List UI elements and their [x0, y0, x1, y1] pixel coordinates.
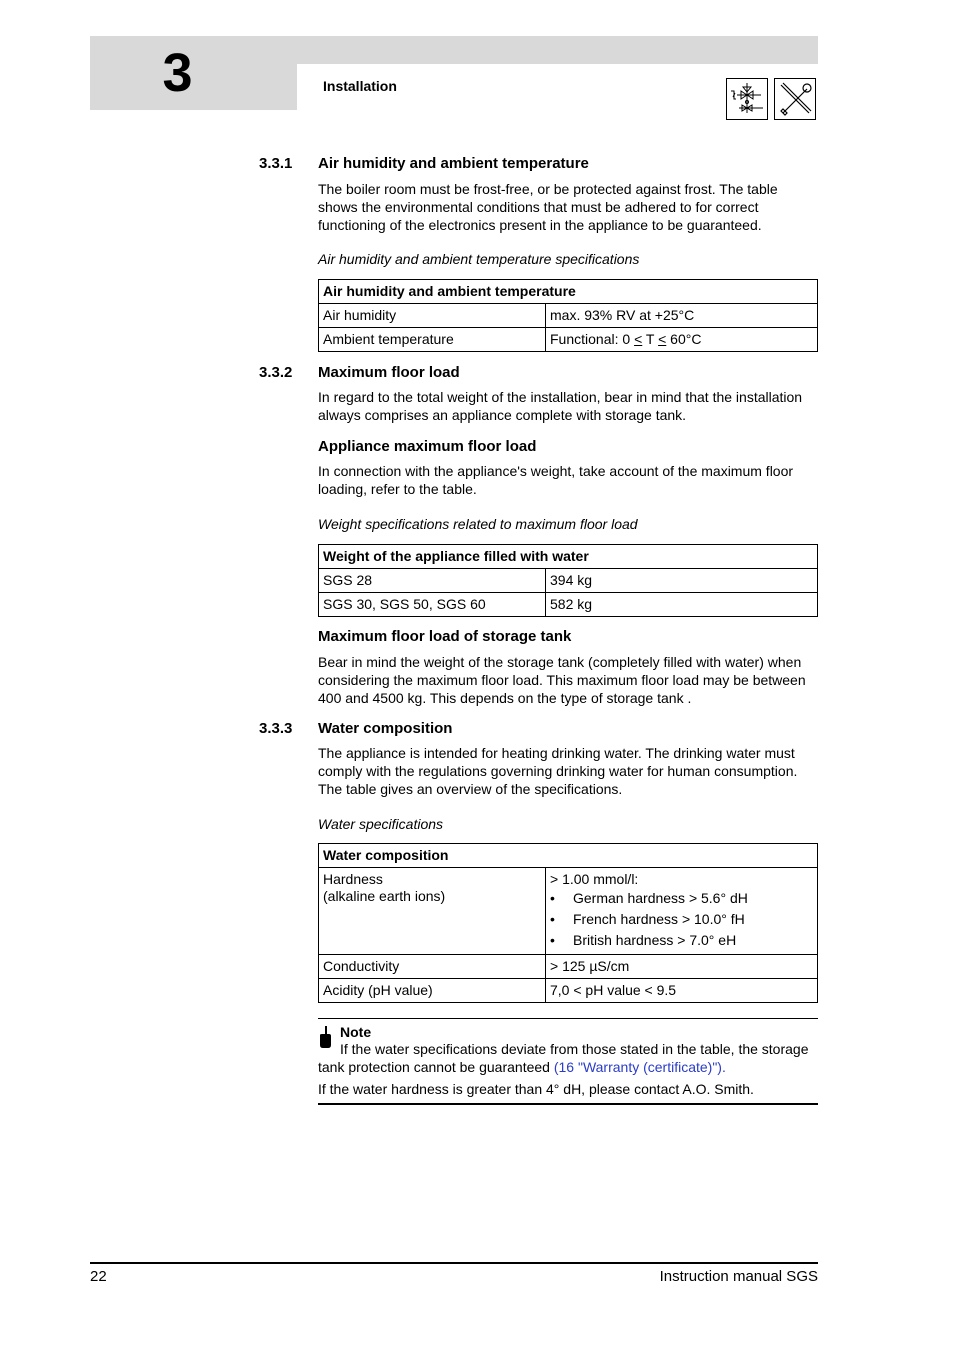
subsection-title: Appliance maximum floor load — [318, 438, 537, 455]
table-cell: 394 kg — [546, 569, 818, 593]
table-row — [319, 868, 818, 955]
table-row — [319, 304, 818, 328]
hardness-list — [550, 888, 813, 951]
table-cell — [546, 868, 818, 955]
table-cell: > 125 µS/cm — [546, 955, 818, 979]
section-title: Maximum floor load — [318, 364, 460, 381]
paragraph: The boiler room must be frost-free, or be protected against frost. The table shows the environmental conditions that must be adhered to for correct functioning of the electronics present in the appliance to be guaranteed. — [318, 181, 778, 233]
ambient-mid: T — [642, 331, 659, 347]
section-name: Installation — [323, 78, 397, 94]
ambient-prefix: Functional: 0 — [550, 331, 635, 347]
section-number: 3.3.3 — [259, 720, 293, 737]
table-cell: SGS 28 — [319, 569, 546, 593]
table-row — [319, 979, 818, 1003]
humidity-temperature-table — [318, 279, 818, 352]
table-header: Weight of the appliance filled with water — [319, 545, 818, 569]
table-cell: 7,0 < pH value < 9.5 — [546, 979, 818, 1003]
table-row — [319, 569, 818, 593]
note-divider — [318, 1103, 818, 1105]
note-text-body: If the water specifications deviate from those stated in the table, the storage tank protection cannot be guaranteed — [318, 1041, 809, 1075]
manual-title: Instruction manual SGS — [659, 1268, 818, 1285]
paragraph: The appliance is intended for heating drinking water. The drinking water must comply with the regulations governing drinking water for human consumption. The table gives an overview of the specifications. — [318, 745, 798, 797]
table-header: Air humidity and ambient temperature — [319, 280, 818, 304]
table-cell: SGS 30, SGS 50, SGS 60 — [319, 593, 546, 617]
table-row — [319, 593, 818, 617]
page-number: 22 — [90, 1268, 107, 1285]
paragraph: Bear in mind the weight of the storage tank (completely filled with water) when considering the maximum floor load. This maximum floor load may be between 400 and 4500 kg. This depends on the type of storage tank . — [318, 654, 806, 706]
note-text — [318, 1040, 818, 1076]
table-row — [319, 955, 818, 979]
table-cell: Ambient temperature — [319, 328, 546, 352]
table-cell: max. 93% RV at +25°C — [546, 304, 818, 328]
hardness-label: Hardness — [323, 871, 383, 887]
section-number: 3.3.1 — [259, 155, 293, 172]
valve-installation-icon — [726, 78, 768, 120]
table-cell — [546, 328, 818, 352]
list-item: • German hardness > 5.6° dH — [550, 888, 813, 909]
table-header-row — [319, 844, 818, 868]
appliance-weight-table — [318, 544, 818, 617]
water-composition-table — [318, 843, 818, 1003]
table-caption: Water specifications — [318, 816, 444, 832]
table-cell: Acidity (pH value) — [319, 979, 546, 1003]
note-label: Note — [340, 1024, 372, 1040]
table-row — [319, 328, 818, 352]
hardness-sublabel: (alkaline earth ions) — [323, 888, 446, 904]
section-title: Air humidity and ambient temperature — [318, 155, 589, 172]
paragraph: In regard to the total weight of the installation, bear in mind that the installation always comprises an appliance complete with storage tank. — [318, 389, 803, 423]
ambient-suffix: 60°C — [666, 331, 702, 347]
table-header-row — [319, 545, 818, 569]
note-divider — [318, 1018, 818, 1019]
section-number: 3.3.2 — [259, 364, 293, 381]
table-header: Water composition — [319, 844, 818, 868]
table-caption: Weight specifications related to maximum floor load — [318, 516, 638, 532]
table-cell: 582 kg — [546, 593, 818, 617]
list-item: • British hardness > 7.0° eH — [550, 930, 813, 951]
hardness-value: > 1.00 mmol/l: — [550, 871, 639, 887]
subsection-title: Maximum floor load of storage tank — [318, 628, 572, 645]
list-item: • French hardness > 10.0° fH — [550, 909, 813, 930]
chapter-number: 3 — [162, 43, 193, 103]
le-symbol: < — [658, 331, 667, 347]
tools-icon — [774, 78, 816, 120]
note-extra: If the water hardness is greater than 4° dH, please contact A.O. Smith. — [318, 1081, 754, 1097]
le-symbol: < — [634, 331, 643, 347]
table-cell: Air humidity — [319, 304, 546, 328]
table-header-row — [319, 280, 818, 304]
paragraph: In connection with the appliance's weight, take account of the maximum floor loading, refer to the table. — [318, 463, 794, 497]
warranty-link[interactable]: (16 "Warranty (certificate)"). — [553, 1059, 726, 1075]
table-cell: Conductivity — [319, 955, 546, 979]
table-caption: Air humidity and ambient temperature specifications — [318, 251, 640, 267]
table-cell — [319, 868, 546, 955]
footer-rule — [90, 1262, 818, 1264]
section-title: Water composition — [318, 720, 453, 737]
